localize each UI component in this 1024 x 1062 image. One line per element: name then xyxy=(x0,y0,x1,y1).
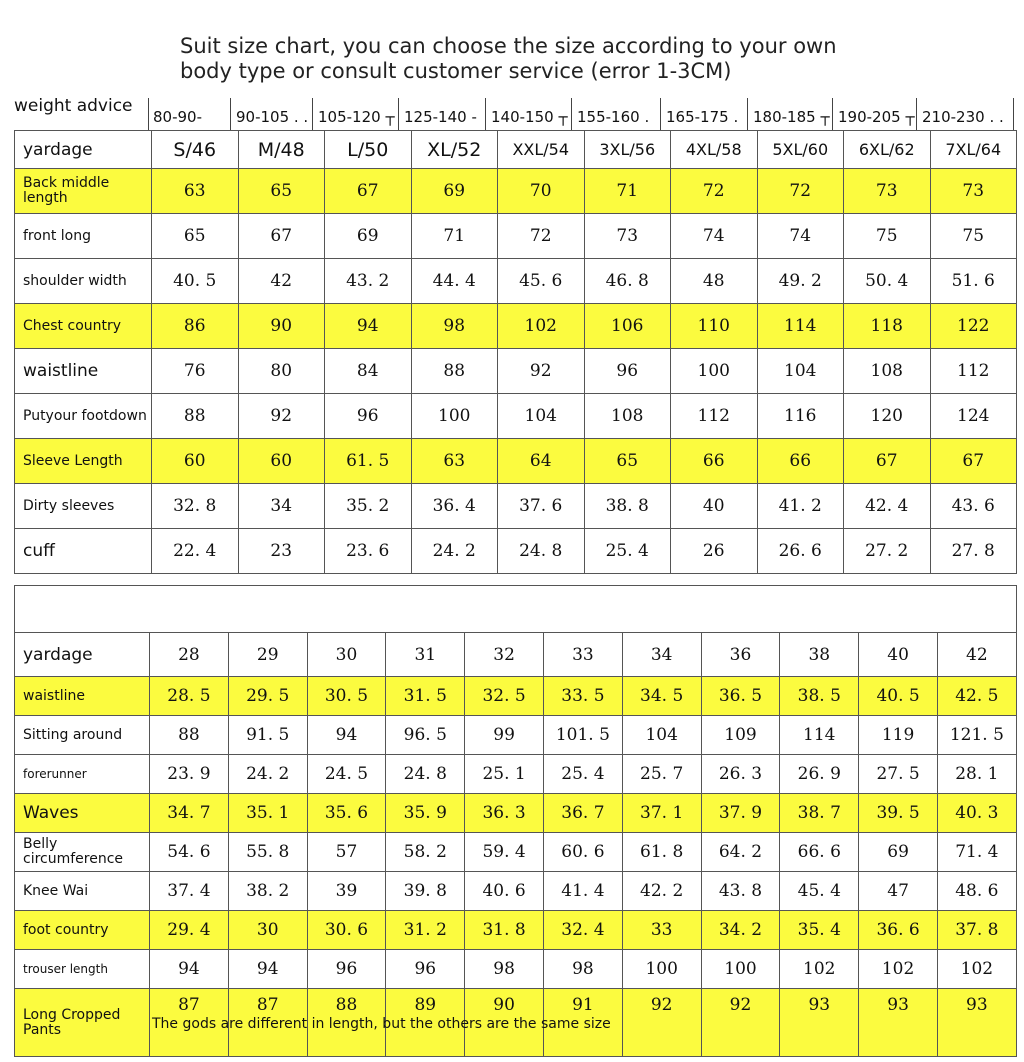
measurement-cell: 114 xyxy=(757,304,844,349)
weight-advice-value: 90-105 . . xyxy=(236,108,309,126)
measurement-cell: 65 xyxy=(152,214,239,259)
measurement-cell: 92 xyxy=(622,989,701,1057)
yardage-label: yardage xyxy=(15,633,150,677)
weight-column-separator xyxy=(485,98,486,130)
measurement-cell: 55. 8 xyxy=(228,833,307,872)
measurement-cell: 23. 9 xyxy=(150,755,229,794)
yardage-label: yardage xyxy=(15,131,152,169)
measurement-cell: 29. 4 xyxy=(150,911,229,950)
pants-footnote: The gods are different in length, but the others are the same size xyxy=(152,1016,611,1032)
measurement-label: trouser length xyxy=(15,950,150,989)
measurement-cell: 28. 1 xyxy=(937,755,1016,794)
measurement-cell: 43. 6 xyxy=(930,484,1017,529)
measurement-cell: 39 xyxy=(307,872,386,911)
table-divider-gap xyxy=(14,585,1017,633)
measurement-cell: 38. 2 xyxy=(228,872,307,911)
measurement-cell: 67 xyxy=(844,439,931,484)
measurement-cell: 41. 4 xyxy=(543,872,622,911)
measurement-cell: 80 xyxy=(238,349,325,394)
measurement-cell: 102 xyxy=(937,950,1016,989)
measurement-cell: 29. 5 xyxy=(228,677,307,716)
measurement-row xyxy=(15,794,1017,833)
measurement-cell: 25. 4 xyxy=(543,755,622,794)
measurement-cell: 69 xyxy=(325,214,412,259)
measurement-cell: 35. 6 xyxy=(307,794,386,833)
measurement-cell: 40 xyxy=(671,484,758,529)
measurement-cell: 70 xyxy=(498,169,585,214)
measurement-cell: 36. 3 xyxy=(465,794,544,833)
measurement-cell: 30. 5 xyxy=(307,677,386,716)
measurement-cell: 124 xyxy=(930,394,1017,439)
measurement-cell: 34. 5 xyxy=(622,677,701,716)
measurement-label: Sleeve Length xyxy=(15,439,152,484)
measurement-cell: 42. 5 xyxy=(937,677,1016,716)
measurement-cell: 49. 2 xyxy=(757,259,844,304)
measurement-cell: 63 xyxy=(152,169,239,214)
measurement-cell: 118 xyxy=(844,304,931,349)
measurement-cell: 38. 5 xyxy=(780,677,859,716)
measurement-cell: 66. 6 xyxy=(780,833,859,872)
measurement-cell: 35. 2 xyxy=(325,484,412,529)
measurement-cell: 96 xyxy=(584,349,671,394)
measurement-cell: 74 xyxy=(757,214,844,259)
measurement-row xyxy=(15,439,1017,484)
measurement-cell: 96 xyxy=(307,950,386,989)
measurement-cell: 120 xyxy=(844,394,931,439)
measurement-cell: 87 xyxy=(228,989,307,1057)
measurement-label: Back middle length xyxy=(15,169,152,214)
measurement-cell: 64 xyxy=(498,439,585,484)
measurement-cell: 65 xyxy=(584,439,671,484)
measurement-cell: 102 xyxy=(780,950,859,989)
measurement-cell: 42 xyxy=(238,259,325,304)
size-header-cell: 38 xyxy=(780,633,859,677)
size-header-cell: 6XL/62 xyxy=(844,131,931,169)
weight-column-separator xyxy=(1013,98,1014,130)
measurement-cell: 24. 5 xyxy=(307,755,386,794)
measurement-cell: 40. 6 xyxy=(465,872,544,911)
size-header-cell: 29 xyxy=(228,633,307,677)
measurement-cell: 84 xyxy=(325,349,412,394)
measurement-cell: 73 xyxy=(844,169,931,214)
measurement-cell: 112 xyxy=(930,349,1017,394)
weight-advice-value: 125-140 - xyxy=(404,108,477,126)
measurement-cell: 22. 4 xyxy=(152,529,239,574)
measurement-label: forerunner xyxy=(15,755,150,794)
measurement-cell: 72 xyxy=(757,169,844,214)
weight-column-separator xyxy=(148,98,149,130)
measurement-cell: 73 xyxy=(930,169,1017,214)
weight-column-separator xyxy=(230,98,231,130)
measurement-cell: 60. 6 xyxy=(543,833,622,872)
weight-column-separator xyxy=(398,98,399,130)
weight-column-separator xyxy=(660,98,661,130)
measurement-cell: 23. 6 xyxy=(325,529,412,574)
measurement-cell: 76 xyxy=(152,349,239,394)
size-header-cell: XL/52 xyxy=(411,131,498,169)
weight-advice-value: 140-150 ┬ xyxy=(491,108,568,126)
measurement-label: Waves xyxy=(15,794,150,833)
measurement-cell: 24. 2 xyxy=(411,529,498,574)
measurement-cell: 91. 5 xyxy=(228,716,307,755)
measurement-cell: 30 xyxy=(228,911,307,950)
measurement-label: cuff xyxy=(15,529,152,574)
measurement-cell: 42. 2 xyxy=(622,872,701,911)
measurement-cell: 71 xyxy=(584,169,671,214)
weight-advice-value: 210-230 . . xyxy=(922,108,1004,126)
measurement-cell: 94 xyxy=(307,716,386,755)
measurement-label: Dirty sleeves xyxy=(15,484,152,529)
measurement-cell: 27. 8 xyxy=(930,529,1017,574)
measurement-cell: 24. 8 xyxy=(498,529,585,574)
measurement-cell: 37. 4 xyxy=(150,872,229,911)
measurement-cell: 91 xyxy=(543,989,622,1057)
measurement-cell: 88 xyxy=(150,716,229,755)
measurement-cell: 96 xyxy=(386,950,465,989)
measurement-cell: 54. 6 xyxy=(150,833,229,872)
weight-advice-value: 190-205 ┬ xyxy=(838,108,915,126)
measurement-cell: 114 xyxy=(780,716,859,755)
measurement-cell: 102 xyxy=(498,304,585,349)
weight-advice-value: 155-160 . xyxy=(577,108,650,126)
size-header-cell: 33 xyxy=(543,633,622,677)
measurement-cell: 94 xyxy=(325,304,412,349)
measurement-cell: 88 xyxy=(411,349,498,394)
measurement-cell: 74 xyxy=(671,214,758,259)
measurement-cell: 40. 5 xyxy=(859,677,938,716)
measurement-cell: 42. 4 xyxy=(844,484,931,529)
measurement-cell: 101. 5 xyxy=(543,716,622,755)
measurement-cell: 44. 4 xyxy=(411,259,498,304)
measurement-row xyxy=(15,677,1017,716)
weight-advice-value: 165-175 . xyxy=(666,108,739,126)
measurement-label: front long xyxy=(15,214,152,259)
measurement-cell: 31. 2 xyxy=(386,911,465,950)
weight-column-separator xyxy=(312,98,313,130)
measurement-cell: 40. 5 xyxy=(152,259,239,304)
measurement-cell: 90 xyxy=(238,304,325,349)
weight-column-separator xyxy=(571,98,572,130)
title-line-1: Suit size chart, you can choose the size according to your own xyxy=(180,34,837,58)
measurement-cell: 43. 2 xyxy=(325,259,412,304)
measurement-row xyxy=(15,394,1017,439)
size-header-cell: 30 xyxy=(307,633,386,677)
measurement-cell: 98 xyxy=(411,304,498,349)
measurement-label: waistline xyxy=(15,677,150,716)
size-header-cell: 28 xyxy=(150,633,229,677)
measurement-cell: 93 xyxy=(780,989,859,1057)
measurement-cell: 37. 8 xyxy=(937,911,1016,950)
measurement-row xyxy=(15,304,1017,349)
measurement-cell: 69 xyxy=(859,833,938,872)
measurement-cell: 38. 8 xyxy=(584,484,671,529)
measurement-cell: 88 xyxy=(152,394,239,439)
measurement-cell: 72 xyxy=(498,214,585,259)
measurement-cell: 35. 1 xyxy=(228,794,307,833)
measurement-label: Putyour footdown xyxy=(15,394,152,439)
measurement-cell: 36. 7 xyxy=(543,794,622,833)
measurement-cell: 66 xyxy=(757,439,844,484)
measurement-cell: 48 xyxy=(671,259,758,304)
size-header-cell: 32 xyxy=(465,633,544,677)
measurement-cell: 46. 8 xyxy=(584,259,671,304)
measurement-label: Sitting around xyxy=(15,716,150,755)
measurement-row xyxy=(15,214,1017,259)
measurement-row xyxy=(15,484,1017,529)
measurement-cell: 25. 7 xyxy=(622,755,701,794)
measurement-cell: 61. 5 xyxy=(325,439,412,484)
measurement-cell: 63 xyxy=(411,439,498,484)
measurement-cell: 94 xyxy=(150,950,229,989)
measurement-cell: 90 xyxy=(465,989,544,1057)
measurement-cell: 100 xyxy=(411,394,498,439)
measurement-label: waistline xyxy=(15,349,152,394)
measurement-cell: 108 xyxy=(844,349,931,394)
measurement-row xyxy=(15,529,1017,574)
pants-size-table xyxy=(14,632,1017,1057)
size-header-cell: 36 xyxy=(701,633,780,677)
measurement-cell: 57 xyxy=(307,833,386,872)
measurement-cell: 34. 7 xyxy=(150,794,229,833)
measurement-row xyxy=(15,259,1017,304)
measurement-cell: 39. 8 xyxy=(386,872,465,911)
size-header-cell: 3XL/56 xyxy=(584,131,671,169)
measurement-cell: 36. 6 xyxy=(859,911,938,950)
weight-advice-value: 180-185 ┬ xyxy=(753,108,830,126)
size-header-cell: S/46 xyxy=(152,131,239,169)
measurement-cell: 23 xyxy=(238,529,325,574)
measurement-row xyxy=(15,833,1017,872)
measurement-cell: 32. 4 xyxy=(543,911,622,950)
measurement-label: foot country xyxy=(15,911,150,950)
measurement-cell: 39. 5 xyxy=(859,794,938,833)
measurement-row xyxy=(15,872,1017,911)
measurement-cell: 60 xyxy=(152,439,239,484)
measurement-cell: 35. 4 xyxy=(780,911,859,950)
measurement-cell: 75 xyxy=(844,214,931,259)
measurement-cell: 32. 5 xyxy=(465,677,544,716)
measurement-cell: 104 xyxy=(622,716,701,755)
measurement-cell: 35. 9 xyxy=(386,794,465,833)
measurement-cell: 38. 7 xyxy=(780,794,859,833)
measurement-row xyxy=(15,349,1017,394)
size-header-cell: M/48 xyxy=(238,131,325,169)
measurement-cell: 71 xyxy=(411,214,498,259)
measurement-cell: 93 xyxy=(937,989,1016,1057)
measurement-cell: 72 xyxy=(671,169,758,214)
measurement-cell: 27. 2 xyxy=(844,529,931,574)
measurement-cell: 32. 8 xyxy=(152,484,239,529)
measurement-cell: 33. 5 xyxy=(543,677,622,716)
measurement-cell: 96. 5 xyxy=(386,716,465,755)
measurement-row xyxy=(15,716,1017,755)
measurement-cell: 112 xyxy=(671,394,758,439)
measurement-label: Long Cropped Pants xyxy=(15,989,150,1057)
weight-advice-value: 105-120 ┬ xyxy=(318,108,395,126)
measurement-row xyxy=(15,911,1017,950)
measurement-cell: 26. 6 xyxy=(757,529,844,574)
measurement-row xyxy=(15,755,1017,794)
measurement-cell: 116 xyxy=(757,394,844,439)
measurement-label: Knee Wai xyxy=(15,872,150,911)
suit-size-table xyxy=(14,130,1017,574)
measurement-cell: 50. 4 xyxy=(844,259,931,304)
size-header-cell: XXL/54 xyxy=(498,131,585,169)
size-header-cell: 7XL/64 xyxy=(930,131,1017,169)
measurement-cell: 92 xyxy=(238,394,325,439)
measurement-row xyxy=(15,169,1017,214)
measurement-cell: 108 xyxy=(584,394,671,439)
chart-title xyxy=(180,34,940,84)
measurement-cell: 45. 4 xyxy=(780,872,859,911)
measurement-cell: 87 xyxy=(150,989,229,1057)
size-header-row xyxy=(15,633,1017,677)
measurement-label: Chest country xyxy=(15,304,152,349)
size-header-cell: 5XL/60 xyxy=(757,131,844,169)
measurement-cell: 60 xyxy=(238,439,325,484)
measurement-cell: 61. 8 xyxy=(622,833,701,872)
measurement-cell: 93 xyxy=(859,989,938,1057)
measurement-cell: 88 xyxy=(307,989,386,1057)
measurement-row xyxy=(15,950,1017,989)
measurement-cell: 31. 8 xyxy=(465,911,544,950)
measurement-cell: 75 xyxy=(930,214,1017,259)
measurement-cell: 37. 1 xyxy=(622,794,701,833)
measurement-cell: 100 xyxy=(622,950,701,989)
measurement-cell: 98 xyxy=(465,950,544,989)
measurement-cell: 121. 5 xyxy=(937,716,1016,755)
measurement-cell: 45. 6 xyxy=(498,259,585,304)
measurement-cell: 37. 9 xyxy=(701,794,780,833)
measurement-cell: 24. 8 xyxy=(386,755,465,794)
measurement-cell: 28. 5 xyxy=(150,677,229,716)
measurement-cell: 73 xyxy=(584,214,671,259)
measurement-cell: 104 xyxy=(757,349,844,394)
weight-column-separator xyxy=(832,98,833,130)
measurement-cell: 64. 2 xyxy=(701,833,780,872)
measurement-label: Belly circumference xyxy=(15,833,150,872)
measurement-cell: 31. 5 xyxy=(386,677,465,716)
measurement-cell: 59. 4 xyxy=(465,833,544,872)
measurement-cell: 34 xyxy=(238,484,325,529)
measurement-cell: 96 xyxy=(325,394,412,439)
measurement-cell: 102 xyxy=(859,950,938,989)
measurement-cell: 92 xyxy=(498,349,585,394)
measurement-cell: 94 xyxy=(228,950,307,989)
measurement-cell: 43. 8 xyxy=(701,872,780,911)
measurement-cell: 86 xyxy=(152,304,239,349)
measurement-cell: 25. 1 xyxy=(465,755,544,794)
measurement-cell: 71. 4 xyxy=(937,833,1016,872)
size-header-cell: L/50 xyxy=(325,131,412,169)
measurement-cell: 109 xyxy=(701,716,780,755)
measurement-cell: 34. 2 xyxy=(701,911,780,950)
measurement-cell: 33 xyxy=(622,911,701,950)
weight-column-separator xyxy=(747,98,748,130)
measurement-cell: 27. 5 xyxy=(859,755,938,794)
measurement-cell: 92 xyxy=(701,989,780,1057)
measurement-cell: 67 xyxy=(930,439,1017,484)
measurement-cell: 26. 3 xyxy=(701,755,780,794)
measurement-cell: 36. 5 xyxy=(701,677,780,716)
measurement-cell: 51. 6 xyxy=(930,259,1017,304)
measurement-cell: 100 xyxy=(701,950,780,989)
size-header-cell: 34 xyxy=(622,633,701,677)
measurement-cell: 65 xyxy=(238,169,325,214)
measurement-cell: 25. 4 xyxy=(584,529,671,574)
size-header-cell: 40 xyxy=(859,633,938,677)
measurement-cell: 41. 2 xyxy=(757,484,844,529)
measurement-cell: 26 xyxy=(671,529,758,574)
measurement-label: shoulder width xyxy=(15,259,152,304)
measurement-cell: 122 xyxy=(930,304,1017,349)
size-header-cell: 42 xyxy=(937,633,1016,677)
measurement-cell: 69 xyxy=(411,169,498,214)
measurement-cell: 67 xyxy=(238,214,325,259)
title-line-2: body type or consult customer service (error 1-3CM) xyxy=(180,59,732,83)
measurement-cell: 40. 3 xyxy=(937,794,1016,833)
size-header-row xyxy=(15,131,1017,169)
measurement-cell: 66 xyxy=(671,439,758,484)
measurement-cell: 104 xyxy=(498,394,585,439)
weight-advice-row xyxy=(0,96,1024,130)
measurement-cell: 100 xyxy=(671,349,758,394)
measurement-cell: 58. 2 xyxy=(386,833,465,872)
measurement-cell: 36. 4 xyxy=(411,484,498,529)
measurement-cell: 106 xyxy=(584,304,671,349)
measurement-cell: 110 xyxy=(671,304,758,349)
weight-advice-label: weight advice xyxy=(14,96,133,116)
measurement-cell: 30. 6 xyxy=(307,911,386,950)
size-header-cell: 31 xyxy=(386,633,465,677)
measurement-cell: 47 xyxy=(859,872,938,911)
weight-column-separator xyxy=(916,98,917,130)
measurement-cell: 98 xyxy=(543,950,622,989)
measurement-cell: 89 xyxy=(386,989,465,1057)
measurement-cell: 26. 9 xyxy=(780,755,859,794)
weight-advice-value: 80-90- xyxy=(153,108,202,126)
measurement-cell: 119 xyxy=(859,716,938,755)
measurement-cell: 24. 2 xyxy=(228,755,307,794)
measurement-cell: 67 xyxy=(325,169,412,214)
measurement-cell: 48. 6 xyxy=(937,872,1016,911)
measurement-cell: 99 xyxy=(465,716,544,755)
size-header-cell: 4XL/58 xyxy=(671,131,758,169)
measurement-cell: 37. 6 xyxy=(498,484,585,529)
